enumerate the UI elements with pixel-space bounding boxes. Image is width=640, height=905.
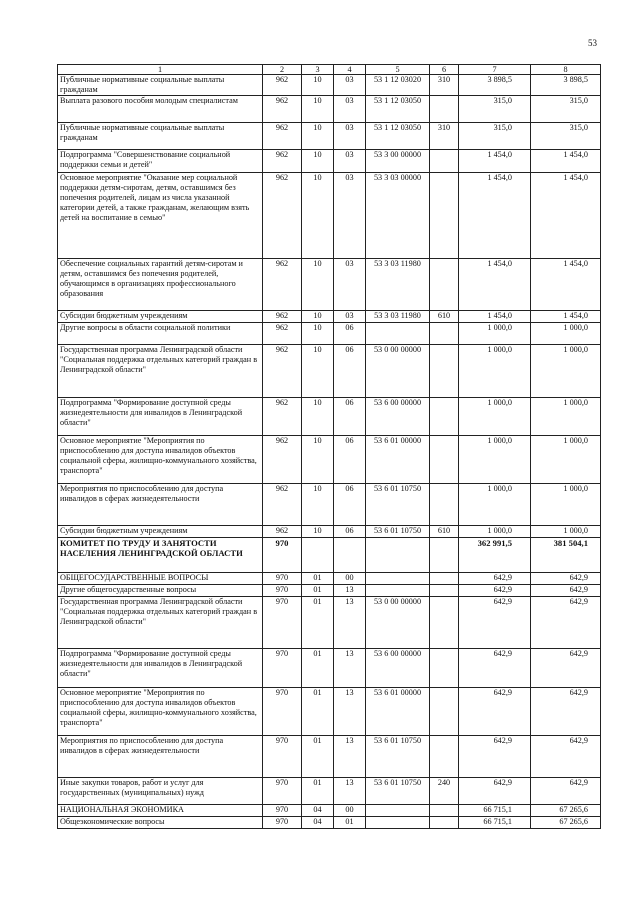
table-row [58, 585, 601, 597]
cell-subsection: 00 [334, 573, 366, 585]
cell-amount-year2: 642,9 [531, 597, 601, 649]
column-header: 8 [531, 65, 601, 75]
cell-target-article [366, 573, 430, 585]
cell-amount-year1: 1 454,0 [459, 311, 531, 323]
cell-amount-year2: 1 000,0 [531, 345, 601, 398]
table-row [58, 323, 601, 345]
cell-subsection: 13 [334, 585, 366, 597]
cell-amount-year1: 642,9 [459, 649, 531, 688]
cell-subsection: 13 [334, 597, 366, 649]
cell-section: 10 [302, 173, 334, 259]
cell-amount-year2: 1 454,0 [531, 259, 601, 311]
cell-amount-year2: 67 265,6 [531, 817, 601, 829]
cell-amount-year2: 315,0 [531, 123, 601, 150]
cell-subsection: 03 [334, 173, 366, 259]
cell-amount-year2: 642,9 [531, 649, 601, 688]
cell-admin-code: 962 [263, 526, 302, 538]
cell-expense-type [430, 736, 459, 778]
cell-amount-year1: 315,0 [459, 96, 531, 123]
cell-expense-type [430, 817, 459, 829]
cell-expense-type [430, 538, 459, 573]
cell-amount-year2: 1 000,0 [531, 484, 601, 526]
cell-target-article [366, 805, 430, 817]
cell-section [302, 538, 334, 573]
cell-amount-year1: 66 715,1 [459, 817, 531, 829]
cell-admin-code: 970 [263, 778, 302, 805]
cell-expense-type [430, 484, 459, 526]
cell-expense-type [430, 173, 459, 259]
cell-amount-year2: 642,9 [531, 688, 601, 736]
cell-admin-code: 962 [263, 259, 302, 311]
cell-amount-year2: 381 504,1 [531, 538, 601, 573]
table-row [58, 688, 601, 736]
cell-admin-code: 962 [263, 436, 302, 484]
cell-target-article: 53 0 00 00000 [366, 345, 430, 398]
row-name: КОМИТЕТ ПО ТРУДУ И ЗАНЯТОСТИ НАСЕЛЕНИЯ ЛЕНИНГРАДСКОЙ ОБЛАСТИ [58, 538, 263, 573]
cell-section: 10 [302, 345, 334, 398]
cell-section: 10 [302, 311, 334, 323]
cell-target-article: 53 6 01 10750 [366, 736, 430, 778]
cell-amount-year2: 1 000,0 [531, 323, 601, 345]
cell-admin-code: 970 [263, 538, 302, 573]
page-number: 53 [588, 38, 597, 48]
budget-table [57, 64, 601, 829]
cell-target-article: 53 3 03 11980 [366, 311, 430, 323]
cell-expense-type [430, 96, 459, 123]
cell-amount-year1: 1 000,0 [459, 345, 531, 398]
cell-admin-code: 970 [263, 688, 302, 736]
cell-admin-code: 962 [263, 484, 302, 526]
table-header-row [58, 65, 601, 75]
cell-section: 10 [302, 526, 334, 538]
table-row [58, 436, 601, 484]
cell-target-article: 53 6 01 10750 [366, 484, 430, 526]
cell-section: 01 [302, 736, 334, 778]
row-name: Иные закупки товаров, работ и услуг для государственных (муниципальных) нужд [58, 778, 263, 805]
cell-target-article: 53 6 01 10750 [366, 778, 430, 805]
cell-target-article [366, 817, 430, 829]
cell-subsection: 13 [334, 649, 366, 688]
cell-amount-year1: 1 454,0 [459, 259, 531, 311]
cell-expense-type [430, 436, 459, 484]
cell-subsection: 03 [334, 311, 366, 323]
cell-amount-year1: 642,9 [459, 597, 531, 649]
row-name: Общеэкономические вопросы [58, 817, 263, 829]
row-name: Выплата разового пособия молодым специалистам [58, 96, 263, 123]
cell-amount-year2: 315,0 [531, 96, 601, 123]
cell-expense-type: 310 [430, 75, 459, 96]
cell-amount-year1: 1 454,0 [459, 150, 531, 173]
cell-target-article: 53 1 12 03050 [366, 123, 430, 150]
row-name: Мероприятия по приспособлению для доступа инвалидов в сферах жизнедеятельности [58, 736, 263, 778]
cell-admin-code: 962 [263, 75, 302, 96]
cell-expense-type [430, 345, 459, 398]
cell-subsection: 06 [334, 484, 366, 526]
cell-admin-code: 970 [263, 573, 302, 585]
cell-admin-code: 962 [263, 398, 302, 436]
cell-subsection: 06 [334, 526, 366, 538]
row-name: Государственная программа Ленинградской области "Социальная поддержка отдельных категорий граждан в Ленинградской области" [58, 597, 263, 649]
row-name: Другие вопросы в области социальной политики [58, 323, 263, 345]
cell-target-article: 53 3 00 00000 [366, 150, 430, 173]
cell-admin-code: 962 [263, 96, 302, 123]
cell-expense-type: 610 [430, 311, 459, 323]
cell-amount-year1: 642,9 [459, 585, 531, 597]
cell-target-article [366, 538, 430, 573]
cell-amount-year2: 642,9 [531, 778, 601, 805]
table-row [58, 96, 601, 123]
cell-target-article: 53 0 00 00000 [366, 597, 430, 649]
cell-target-article: 53 3 03 00000 [366, 173, 430, 259]
table-row [58, 75, 601, 96]
cell-admin-code: 962 [263, 123, 302, 150]
column-header: 6 [430, 65, 459, 75]
row-name: Государственная программа Ленинградской области "Социальная поддержка отдельных категорий граждан в Ленинградской области" [58, 345, 263, 398]
table-row [58, 173, 601, 259]
cell-amount-year2: 642,9 [531, 585, 601, 597]
cell-amount-year1: 1 000,0 [459, 398, 531, 436]
row-name: Субсидии бюджетным учреждениям [58, 311, 263, 323]
cell-amount-year1: 3 898,5 [459, 75, 531, 96]
cell-subsection: 06 [334, 345, 366, 398]
cell-expense-type [430, 150, 459, 173]
cell-expense-type [430, 649, 459, 688]
cell-target-article: 53 6 01 00000 [366, 688, 430, 736]
cell-subsection: 03 [334, 150, 366, 173]
row-name: Другие общегосударственные вопросы [58, 585, 263, 597]
cell-expense-type [430, 688, 459, 736]
cell-section: 10 [302, 96, 334, 123]
cell-target-article: 53 6 01 00000 [366, 436, 430, 484]
cell-section: 04 [302, 805, 334, 817]
cell-section: 01 [302, 778, 334, 805]
cell-subsection: 13 [334, 736, 366, 778]
cell-target-article [366, 323, 430, 345]
column-header: 2 [263, 65, 302, 75]
cell-section: 10 [302, 259, 334, 311]
cell-subsection: 13 [334, 688, 366, 736]
cell-subsection: 03 [334, 123, 366, 150]
cell-admin-code: 970 [263, 736, 302, 778]
cell-subsection: 13 [334, 778, 366, 805]
cell-admin-code: 962 [263, 311, 302, 323]
cell-target-article: 53 6 01 10750 [366, 526, 430, 538]
row-name: Мероприятия по приспособлению для доступа инвалидов в сферах жизнедеятельности [58, 484, 263, 526]
cell-expense-type: 240 [430, 778, 459, 805]
cell-subsection: 03 [334, 75, 366, 96]
cell-amount-year2: 3 898,5 [531, 75, 601, 96]
cell-amount-year2: 1 000,0 [531, 526, 601, 538]
cell-target-article: 53 1 12 03050 [366, 96, 430, 123]
cell-expense-type [430, 323, 459, 345]
row-name: Субсидии бюджетным учреждениям [58, 526, 263, 538]
table-row [58, 345, 601, 398]
cell-expense-type: 610 [430, 526, 459, 538]
table-row [58, 736, 601, 778]
row-name: Подпрограмма "Формирование доступной среды жизнедеятельности для инвалидов в Ленинградской области" [58, 398, 263, 436]
column-header: 5 [366, 65, 430, 75]
table-row [58, 398, 601, 436]
cell-amount-year1: 66 715,1 [459, 805, 531, 817]
cell-admin-code: 970 [263, 597, 302, 649]
cell-subsection [334, 538, 366, 573]
cell-section: 10 [302, 398, 334, 436]
cell-amount-year1: 1 000,0 [459, 323, 531, 345]
cell-expense-type [430, 805, 459, 817]
cell-subsection: 03 [334, 96, 366, 123]
table-row [58, 817, 601, 829]
cell-admin-code: 970 [263, 585, 302, 597]
cell-section: 04 [302, 817, 334, 829]
table-row [58, 123, 601, 150]
cell-amount-year1: 362 991,5 [459, 538, 531, 573]
cell-section: 01 [302, 573, 334, 585]
row-name: Подпрограмма "Формирование доступной среды жизнедеятельности для инвалидов в Ленинградской области" [58, 649, 263, 688]
cell-amount-year2: 1 000,0 [531, 398, 601, 436]
cell-admin-code: 962 [263, 150, 302, 173]
cell-subsection: 01 [334, 817, 366, 829]
cell-expense-type [430, 573, 459, 585]
cell-section: 10 [302, 484, 334, 526]
cell-amount-year1: 1 000,0 [459, 484, 531, 526]
table-row [58, 259, 601, 311]
cell-expense-type [430, 259, 459, 311]
cell-target-article: 53 6 00 00000 [366, 649, 430, 688]
column-header: 4 [334, 65, 366, 75]
table-row [58, 805, 601, 817]
cell-subsection: 03 [334, 259, 366, 311]
row-name: Основное мероприятие "Мероприятия по приспособлению для доступа инвалидов объектов социальной сферы, жилищно-коммунального хозяйства, транспорта" [58, 688, 263, 736]
cell-target-article: 53 6 00 00000 [366, 398, 430, 436]
column-header: 7 [459, 65, 531, 75]
cell-amount-year1: 642,9 [459, 778, 531, 805]
row-name: Публичные нормативные социальные выплаты гражданам [58, 75, 263, 96]
cell-amount-year2: 1 454,0 [531, 150, 601, 173]
cell-section: 01 [302, 688, 334, 736]
cell-expense-type [430, 398, 459, 436]
row-name: Публичные нормативные социальные выплаты гражданам [58, 123, 263, 150]
row-name: ОБЩЕГОСУДАРСТВЕННЫЕ ВОПРОСЫ [58, 573, 263, 585]
column-header: 3 [302, 65, 334, 75]
cell-amount-year2: 642,9 [531, 736, 601, 778]
cell-amount-year1: 642,9 [459, 688, 531, 736]
table-row [58, 573, 601, 585]
row-name: Основное мероприятие "Мероприятия по приспособлению для доступа инвалидов объектов социальной сферы, жилищно-коммунального хозяйства, транспорта" [58, 436, 263, 484]
cell-amount-year2: 1 454,0 [531, 173, 601, 259]
cell-section: 10 [302, 150, 334, 173]
cell-subsection: 06 [334, 323, 366, 345]
cell-target-article: 53 3 03 11980 [366, 259, 430, 311]
cell-expense-type: 310 [430, 123, 459, 150]
cell-subsection: 06 [334, 398, 366, 436]
cell-admin-code: 970 [263, 805, 302, 817]
cell-section: 10 [302, 123, 334, 150]
cell-expense-type [430, 597, 459, 649]
cell-admin-code: 970 [263, 817, 302, 829]
table-row [58, 526, 601, 538]
table-row [58, 150, 601, 173]
cell-section: 01 [302, 585, 334, 597]
row-name: Обеспечение социальных гарантий детям-сиротам и детям, оставшимся без попечения родителей, обучающимся в организациях профессионального образования [58, 259, 263, 311]
table-row-committee [58, 538, 601, 573]
column-header: 1 [58, 65, 263, 75]
cell-admin-code: 962 [263, 323, 302, 345]
cell-section: 01 [302, 597, 334, 649]
cell-section: 10 [302, 436, 334, 484]
cell-admin-code: 970 [263, 649, 302, 688]
cell-section: 10 [302, 75, 334, 96]
table-row [58, 649, 601, 688]
cell-amount-year2: 1 454,0 [531, 311, 601, 323]
cell-amount-year1: 315,0 [459, 123, 531, 150]
table-row [58, 311, 601, 323]
cell-amount-year2: 642,9 [531, 573, 601, 585]
row-name: НАЦИОНАЛЬНАЯ ЭКОНОМИКА [58, 805, 263, 817]
cell-amount-year1: 1 000,0 [459, 436, 531, 484]
cell-target-article [366, 585, 430, 597]
cell-expense-type [430, 585, 459, 597]
table-row [58, 484, 601, 526]
table-row [58, 597, 601, 649]
cell-target-article: 53 1 12 03020 [366, 75, 430, 96]
cell-section: 10 [302, 323, 334, 345]
cell-amount-year1: 642,9 [459, 573, 531, 585]
cell-amount-year1: 642,9 [459, 736, 531, 778]
cell-amount-year2: 67 265,6 [531, 805, 601, 817]
cell-amount-year1: 1 000,0 [459, 526, 531, 538]
cell-subsection: 00 [334, 805, 366, 817]
cell-admin-code: 962 [263, 173, 302, 259]
row-name: Основное мероприятие "Оказание мер социальной поддержки детям-сиротам, детям, оставшимся без попечения родителей, лицам из числа указанной категории детей, а также гражданам, желающим взять детей на воспитание в семью" [58, 173, 263, 259]
cell-admin-code: 962 [263, 345, 302, 398]
table-row [58, 778, 601, 805]
cell-subsection: 06 [334, 436, 366, 484]
cell-amount-year2: 1 000,0 [531, 436, 601, 484]
cell-amount-year1: 1 454,0 [459, 173, 531, 259]
row-name: Подпрограмма "Совершенствование социальной поддержки семьи и детей" [58, 150, 263, 173]
cell-section: 01 [302, 649, 334, 688]
